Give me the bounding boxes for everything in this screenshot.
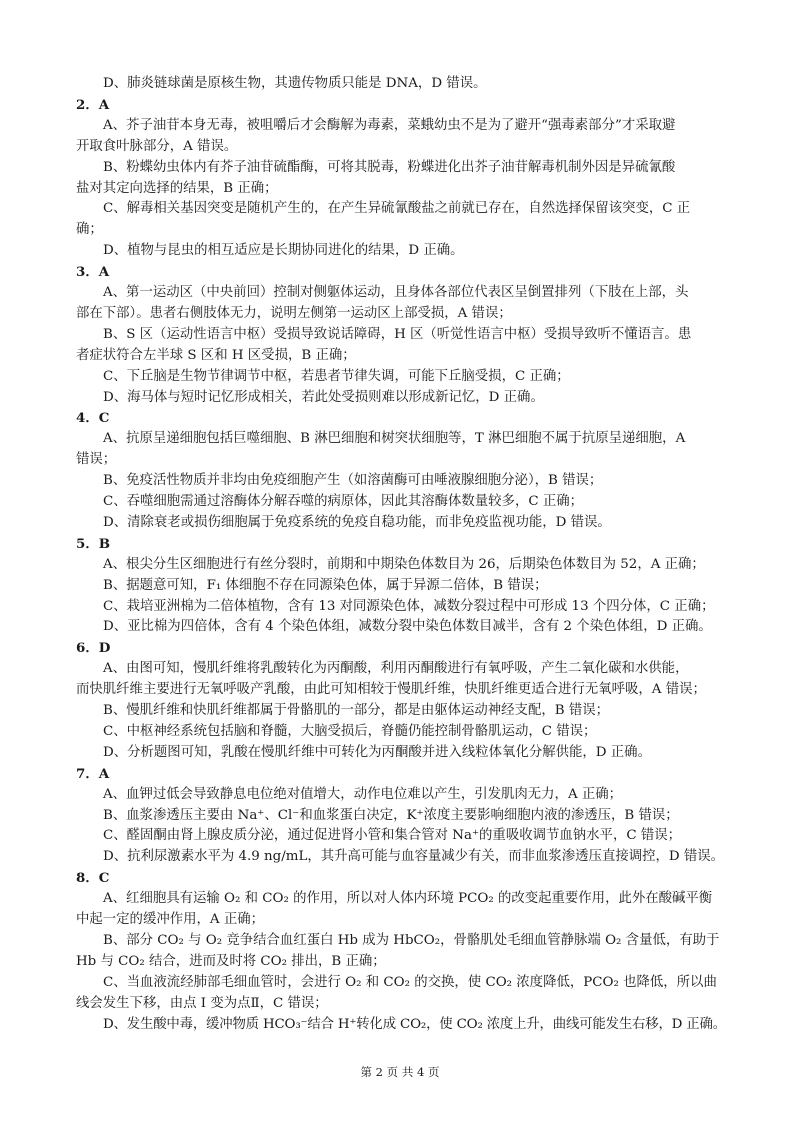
text-line: 线会发生下移，由点 I 变为点Ⅱ，C 错误； [76,995,328,1011]
text-line: Hb 与 CO₂ 结合，进而及时将 CO₂ 排出，B 正确； [76,953,386,969]
text-line: 错误； [76,452,117,468]
text-line: B、据题意可知，F₁ 体细胞不存在同源染色体，属于异源二倍体，B 错误； [103,577,548,593]
question-number: 4．C [76,410,110,427]
text-line: C、中枢神经系统包括脑和脊髓，大脑受损后，脊髓仍能控制骨骼肌运动，C 错误； [103,723,597,739]
question-number: 8．C [76,870,110,887]
text-line: C、当血液流经肺部毛细血管时，会进行 O₂ 和 CO₂ 的交换，使 CO₂ 浓度降低，PCO₂ 也降低，所以曲 [103,974,717,990]
text-line: B、粉蝶幼虫体内有芥子油苷硫酯酶，可将其脱毒，粉蝶进化出芥子油苷解毒机制外因是异硫氰酸 [103,159,676,175]
text-line: D、清除衰老或损伤细胞属于免疫系统的免疫自稳功能，而非免疫监视功能，D 错误。 [103,514,611,530]
text-line: C、吞噬细胞需通过溶酶体分解吞噬的病原体，因此其溶酶体数量较多，C 正确； [103,494,584,509]
question-number: 6．D [76,640,111,657]
text-line: D、分析题图可知，乳酸在慢肌纤维中可转化为丙酮酸并进入线粒体氧化分解供能，D 正确。 [103,744,651,760]
text-line: C、下丘脑是生物节律调节中枢，若患者节律失调，可能下丘脑受损，C 正确； [103,368,570,384]
text-line: A、第一运动区（中央前回）控制对侧躯体运动，且身体各部位代表区呈倒置排列（下肢在上部，头 [103,285,689,300]
text-line: 而快肌纤维主要进行无氧呼吸产乳酸，由此可知相较于慢肌纤维，快肌纤维更适合进行无氧呼吸，A 错误； [76,682,706,698]
text-line: B、部分 CO₂ 与 O₂ 竞争结合血红蛋白 Hb 成为 HbCO₂，骨骼肌处毛细血管静脉端 O₂ 含量低，有助于 [103,932,720,948]
text-line: D、抗利尿激素水平为 4.9 ng/mL，其升高可能与血容量减少有关，而非血浆渗透压直接调控，D 错误。 [103,849,725,865]
text-line: 确； [76,222,103,238]
text-line: A、根尖分生区细胞进行有丝分裂时，前期和中期染色体数目为 26，后期染色体数目为 52，A 正确； [103,556,705,572]
text-line: C、栽培亚洲棉为二倍体植物，含有 13 对同源染色体，减数分裂过程中可形成 13 个四分体，C 正确； [103,598,715,614]
text-line: B、血浆渗透压主要由 Na⁺、Cl⁻和血浆蛋白决定，K⁺浓度主要影响细胞内液的渗透压，B 错误； [103,807,679,823]
text-line: B、免疫活性物质并非均由免疫细胞产生（如溶菌酶可由唾液腺细胞分泌），B 错误； [103,473,603,489]
text-line: 者症状符合左半球 S 区和 H 区受损，B 正确； [76,347,356,363]
text-line: A、抗原呈递细胞包括巨噬细胞、B 淋巴细胞和树突状细胞等，T 淋巴细胞不属于抗原呈递细胞，A [103,431,686,447]
text-line: C、解毒相关基因突变是随机产生的，在产生异硫氰酸盐之前就已存在，自然选择保留该突变，C 正 [103,201,691,217]
text-line: D、肺炎链球菌是原核生物，其遗传物质只能是 DNA，D 错误。 [103,76,487,91]
question-number: 3．A [76,264,110,281]
text-line: A、红细胞具有运输 O₂ 和 CO₂ 的作用，所以对人体内环境 PCO₂ 的改变起重要作用，此外在酸碱平衡 [103,891,713,907]
text-line: 盐对其定向选择的结果，B 正确； [76,180,278,196]
text-line: A、芥子油苷本身无毒，被咀嚼后才会酶解为毒素，菜蛾幼虫不是为了避开“强毒素部分”才采取避 [103,117,676,133]
text-line: A、由图可知，慢肌纤维将乳酸转化为丙酮酸，利用丙酮酸进行有氧呼吸，产生二氧化碳和水供能， [103,661,689,677]
text-line: B、慢肌纤维和快肌纤维都属于骨骼肌的一部分，都是由躯体运动神经支配，B 错误； [103,703,609,718]
question-number: 2．A [76,96,110,113]
text-line: A、血钾过低会导致静息电位绝对值增大，动作电位难以产生，引发肌肉无力，A 正确； [103,786,623,802]
text-line: D、发生酸中毒，缓冲物质 HCO₃⁻结合 H⁺转化成 CO₂，使 CO₂ 浓度上升，曲线可能发生右移，D 正确。 [103,1016,726,1032]
text-line: C、醛固酮由肾上腺皮质分泌，通过促进肾小管和集合管对 Na⁺的重吸收调节血钠水平，C 错误； [103,828,682,844]
text-line: D、亚比棉为四倍体，含有 4 个染色体组，减数分裂中染色体数目减半，含有 2 个染色体组，D 正确。 [103,619,712,635]
text-line: 部在下部）。患者右侧肢体无力，说明左侧第一运动区上部受损，A 错误； [76,305,512,321]
page-footer: 第 2 页 共 4 页 [360,1065,440,1079]
text-line: 开取食叶脉部分，A 错误。 [76,138,238,154]
text-line: 中起一定的缓冲作用，A 正确； [76,912,265,927]
question-number: 5．B [76,535,111,552]
text-line: D、植物与昆虫的相互适应是长期协同进化的结果，D 正确。 [103,243,464,259]
question-number: 7．A [76,765,110,782]
text-line: D、海马体与短时记忆形成相关，若此处受损则难以形成新记忆，D 正确。 [103,389,544,405]
text-line: B、S 区（运动性语言中枢）受损导致说话障碍，H 区（听觉性语言中枢）受损导致听不懂语言。患 [103,326,692,342]
